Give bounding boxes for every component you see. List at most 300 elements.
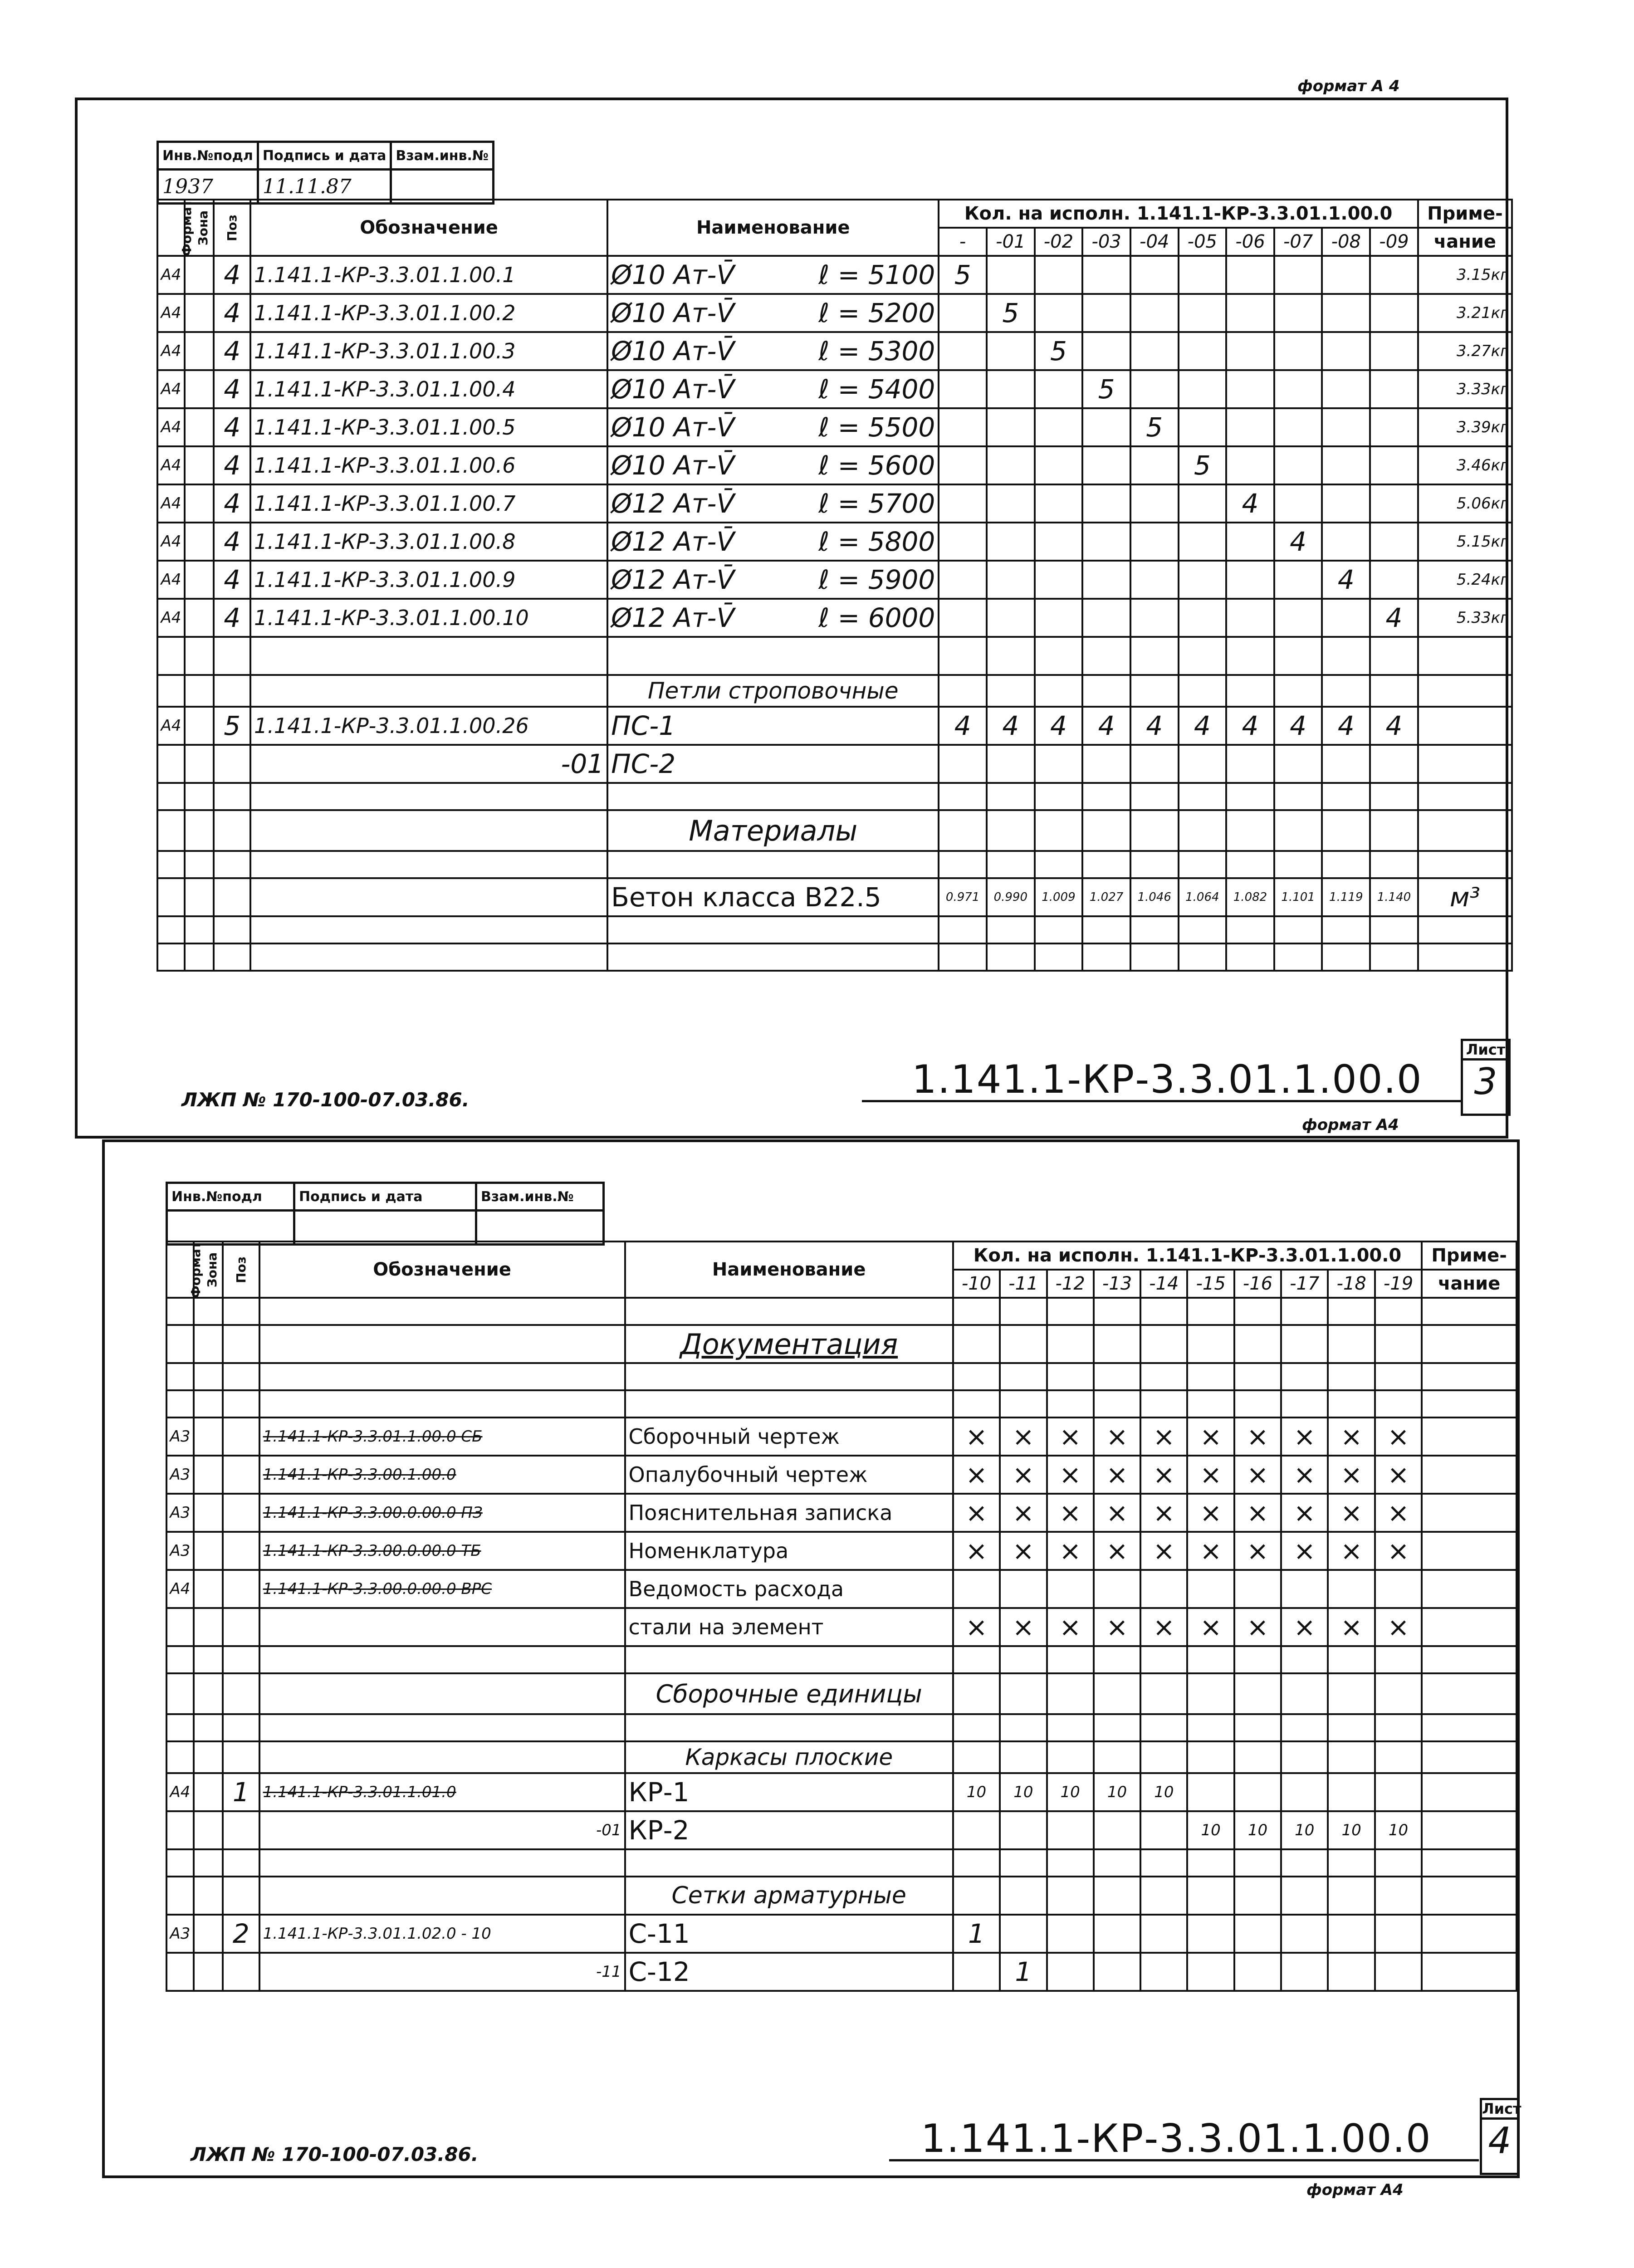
qty-cell: × xyxy=(1094,1456,1140,1494)
table-row xyxy=(166,1915,1517,1953)
qty-cell: × xyxy=(1281,1494,1328,1532)
empty-cell xyxy=(157,675,185,707)
empty-cell xyxy=(1140,1363,1187,1390)
pos-cell: 1 xyxy=(223,1773,259,1811)
qty-cell: 1.064 xyxy=(1179,878,1227,916)
empty-cell xyxy=(987,943,1035,971)
empty-cell xyxy=(166,1811,194,1849)
qty-cell xyxy=(1226,561,1274,599)
qty-cell xyxy=(1047,1915,1094,1953)
qty-cell: × xyxy=(1000,1608,1047,1646)
table-row xyxy=(157,370,1512,408)
qty-cell: 4 xyxy=(1226,707,1274,745)
empty-cell xyxy=(166,1646,194,1673)
name-cell: Пояснительная записка xyxy=(625,1494,953,1532)
table-row xyxy=(157,446,1512,484)
empty-cell xyxy=(223,1953,259,1991)
empty-cell xyxy=(1140,1325,1187,1363)
qty-cell: × xyxy=(1281,1456,1328,1494)
zone-cell xyxy=(194,1494,223,1532)
qty-cell xyxy=(1035,523,1083,561)
zone-cell xyxy=(185,523,214,561)
designation-cell: 1.141.1-КР-3.3.01.1.00.1 xyxy=(250,256,607,294)
qty-cell xyxy=(1370,446,1418,484)
empty-cell xyxy=(1047,1741,1094,1773)
empty-cell xyxy=(1370,745,1418,783)
qty-cell xyxy=(1328,1915,1375,1953)
name-cell xyxy=(607,484,939,523)
empty-cell xyxy=(1281,1363,1328,1390)
empty-cell xyxy=(157,878,185,916)
variant-header: -17 xyxy=(1281,1270,1328,1298)
empty-cell xyxy=(223,1877,259,1915)
empty-cell xyxy=(194,1849,223,1877)
qty-cell xyxy=(1281,1915,1328,1953)
empty-cell xyxy=(1274,783,1322,810)
table-row xyxy=(157,523,1512,561)
empty-cell xyxy=(194,1953,223,1991)
qty-cell xyxy=(1130,523,1179,561)
qty-cell xyxy=(939,484,987,523)
qty-cell: 5 xyxy=(1130,408,1179,446)
empty-cell xyxy=(1281,1673,1328,1714)
qty-cell xyxy=(1082,523,1130,561)
qty-cell: 10 xyxy=(1047,1773,1094,1811)
empty-cell xyxy=(1418,783,1512,810)
table-row xyxy=(157,943,1512,971)
empty-cell xyxy=(1322,916,1370,943)
empty-cell xyxy=(1130,675,1179,707)
empty-cell xyxy=(1035,783,1083,810)
variant-header: -11 xyxy=(1000,1270,1047,1298)
empty-cell xyxy=(1047,1646,1094,1673)
top-sheet-number-box xyxy=(1461,1039,1511,1116)
empty-cell xyxy=(987,851,1035,878)
qty-cell xyxy=(987,256,1035,294)
format-cell: А4 xyxy=(157,561,185,599)
bar-spec: Ø12 Aт-V̄ xyxy=(611,602,735,633)
empty-cell xyxy=(1130,783,1179,810)
empty-cell xyxy=(1082,916,1130,943)
empty-cell xyxy=(1328,1363,1375,1390)
empty-cell xyxy=(1422,1646,1517,1673)
empty-cell xyxy=(607,916,939,943)
empty-cell xyxy=(1226,745,1274,783)
qty-cell: × xyxy=(1047,1456,1094,1494)
pos-cell xyxy=(223,1456,259,1494)
variant-header: -03 xyxy=(1082,228,1130,256)
name-cell: Сборочный чертеж xyxy=(625,1418,953,1456)
bottom-code-rule xyxy=(889,2159,1479,2161)
qty-cell xyxy=(1082,599,1130,637)
qty-cell: × xyxy=(953,1608,1000,1646)
qty-cell: 10 xyxy=(1140,1773,1187,1811)
format-cell: А4 xyxy=(157,707,185,745)
designation-cell: -11 xyxy=(259,1953,625,1991)
section-assy: Сборочные единицы xyxy=(625,1673,953,1714)
qty-cell: × xyxy=(1000,1418,1047,1456)
zone-cell xyxy=(185,408,214,446)
designation-cell: 1.141.1-КР-3.3.01.1.00.8 xyxy=(250,523,607,561)
empty-cell xyxy=(1328,1325,1375,1363)
empty-cell xyxy=(250,675,607,707)
empty-cell xyxy=(157,745,185,783)
empty-cell xyxy=(1281,1849,1328,1877)
empty-cell xyxy=(214,675,250,707)
empty-cell xyxy=(259,1673,625,1714)
empty-cell xyxy=(1328,1849,1375,1877)
table-row xyxy=(166,1363,1517,1390)
table-row xyxy=(157,878,1512,916)
empty-cell xyxy=(250,943,607,971)
variant-header: -14 xyxy=(1140,1270,1187,1298)
empty-cell xyxy=(250,783,607,810)
empty-cell xyxy=(1375,1363,1422,1390)
empty-cell xyxy=(1187,1877,1234,1915)
qty-cell: × xyxy=(1375,1532,1422,1570)
qty-cell xyxy=(1370,370,1418,408)
qty-cell: × xyxy=(1140,1456,1187,1494)
empty-cell xyxy=(185,851,214,878)
empty-cell xyxy=(259,1741,625,1773)
designation-cell: 1.141.1-КР-3.3.01.1.00.7 xyxy=(250,484,607,523)
zone-cell xyxy=(185,446,214,484)
empty-cell xyxy=(214,878,250,916)
name-cell xyxy=(607,294,939,332)
bottom-sheet-label: Лист xyxy=(1482,2100,1517,2120)
empty-cell xyxy=(939,783,987,810)
qty-cell xyxy=(1035,561,1083,599)
table-row xyxy=(166,1673,1517,1714)
bar-length: ℓ = 5100 xyxy=(818,259,935,290)
empty-cell xyxy=(1187,1849,1234,1877)
empty-cell xyxy=(1000,1849,1047,1877)
empty-cell xyxy=(1179,745,1227,783)
empty-cell xyxy=(987,916,1035,943)
qty-cell: × xyxy=(953,1532,1000,1570)
empty-cell xyxy=(250,916,607,943)
qty-cell: × xyxy=(1375,1608,1422,1646)
empty-cell xyxy=(194,1646,223,1673)
empty-cell xyxy=(1234,1877,1281,1915)
empty-cell xyxy=(1094,1325,1140,1363)
empty-cell xyxy=(214,810,250,851)
variant-header: -05 xyxy=(1179,228,1227,256)
empty-cell xyxy=(1281,1325,1328,1363)
note-cell xyxy=(1422,1773,1517,1811)
empty-cell xyxy=(953,1646,1000,1673)
empty-cell xyxy=(1422,1298,1517,1325)
empty-cell xyxy=(223,1608,259,1646)
note-cell xyxy=(1422,1532,1517,1570)
empty-cell xyxy=(1082,851,1130,878)
empty-cell xyxy=(1370,783,1418,810)
zone-cell xyxy=(185,484,214,523)
designation-cell: 1.141.1-КР-3.3.01.1.00.0 СБ xyxy=(259,1418,625,1456)
qty-cell xyxy=(1234,1953,1281,1991)
empty-cell xyxy=(166,1673,194,1714)
empty-cell xyxy=(1322,783,1370,810)
designation-cell: 1.141.1-КР-3.3.01.1.00.9 xyxy=(250,561,607,599)
empty-cell xyxy=(1422,1363,1517,1390)
qty-cell: × xyxy=(1094,1418,1140,1456)
empty-cell xyxy=(1422,1877,1517,1915)
qty-cell: × xyxy=(1140,1494,1187,1532)
empty-cell xyxy=(1375,1877,1422,1915)
empty-cell xyxy=(166,1298,194,1325)
empty-cell xyxy=(1328,1673,1375,1714)
qty-cell xyxy=(939,523,987,561)
empty-cell xyxy=(1035,675,1083,707)
qty-cell: × xyxy=(1187,1608,1234,1646)
empty-cell xyxy=(1035,943,1083,971)
qty-cell xyxy=(1370,484,1418,523)
empty-cell xyxy=(953,1741,1000,1773)
empty-cell xyxy=(1281,1390,1328,1418)
designation-cell: 1.141.1-КР-3.3.00.0.00.0 ПЗ xyxy=(259,1494,625,1532)
empty-cell xyxy=(1375,1849,1422,1877)
empty-cell xyxy=(1375,1741,1422,1773)
name-cell: КР-2 xyxy=(625,1811,953,1849)
table-row xyxy=(166,1298,1517,1325)
qty-cell xyxy=(1179,294,1227,332)
empty-cell xyxy=(1328,1741,1375,1773)
qty-cell: × xyxy=(1328,1608,1375,1646)
note-cell xyxy=(1422,1953,1517,1991)
empty-cell xyxy=(1274,943,1322,971)
section-meshes: Сетки арматурные xyxy=(625,1877,953,1915)
qty-cell xyxy=(1179,332,1227,370)
format-cell: А4 xyxy=(157,484,185,523)
empty-cell xyxy=(1281,1298,1328,1325)
empty-cell xyxy=(1234,1849,1281,1877)
empty-cell xyxy=(1047,1298,1094,1325)
concrete-name: Бетон класса В22.5 xyxy=(607,878,939,916)
empty-cell xyxy=(1187,1646,1234,1673)
empty-cell xyxy=(1418,745,1512,783)
empty-cell xyxy=(987,745,1035,783)
empty-cell xyxy=(953,1390,1000,1418)
qty-cell: 4 xyxy=(1130,707,1179,745)
empty-cell xyxy=(1047,1390,1094,1418)
qty-cell: × xyxy=(1375,1456,1422,1494)
empty-cell xyxy=(223,1298,259,1325)
qty-cell xyxy=(1226,332,1274,370)
empty-cell xyxy=(1140,1673,1187,1714)
bar-spec: Ø12 Aт-V̄ xyxy=(611,488,735,519)
top-stamp-inv-header: Инв.№подл xyxy=(158,142,258,170)
empty-cell xyxy=(1370,637,1418,675)
qty-cell: 4 xyxy=(1274,523,1322,561)
qty-cell xyxy=(1375,1773,1422,1811)
qty-cell: 4 xyxy=(939,707,987,745)
qty-cell: × xyxy=(1328,1456,1375,1494)
qty-cell: 5 xyxy=(1082,370,1130,408)
empty-cell xyxy=(1375,1714,1422,1741)
qty-cell xyxy=(939,599,987,637)
empty-cell xyxy=(1035,745,1083,783)
qty-cell xyxy=(1082,446,1130,484)
qty-cell xyxy=(1375,1915,1422,1953)
qty-cell xyxy=(939,408,987,446)
name-cell xyxy=(607,408,939,446)
empty-cell xyxy=(1375,1390,1422,1418)
designation-cell: 1.141.1-КР-3.3.01.1.00.2 xyxy=(250,294,607,332)
table-row xyxy=(166,1877,1517,1915)
qty-cell xyxy=(1179,561,1227,599)
qty-cell xyxy=(1226,599,1274,637)
top-stamp-inv-value: 1937 xyxy=(158,170,258,204)
empty-cell xyxy=(1418,637,1512,675)
note-cell: 5.15кг xyxy=(1418,523,1512,561)
empty-cell xyxy=(1130,943,1179,971)
empty-cell xyxy=(1418,675,1512,707)
table-row xyxy=(166,1494,1517,1532)
pos-cell: 4 xyxy=(214,561,250,599)
format-cell: А4 xyxy=(157,370,185,408)
empty-cell xyxy=(939,675,987,707)
empty-cell xyxy=(1226,851,1274,878)
empty-cell xyxy=(1375,1298,1422,1325)
qty-cell xyxy=(1322,446,1370,484)
table-row xyxy=(157,408,1512,446)
empty-cell xyxy=(223,1714,259,1741)
table-row xyxy=(157,707,1512,745)
qty-cell: 4 xyxy=(1226,484,1274,523)
zone-cell xyxy=(185,256,214,294)
top-col-format: Формат xyxy=(157,200,185,256)
qty-cell: × xyxy=(1281,1532,1328,1570)
qty-cell xyxy=(1187,1570,1234,1608)
empty-cell xyxy=(1281,1714,1328,1741)
empty-cell xyxy=(1422,1673,1517,1714)
empty-cell xyxy=(625,1298,953,1325)
qty-cell: × xyxy=(1328,1494,1375,1532)
empty-cell xyxy=(1281,1646,1328,1673)
bottom-footer-format: формат А4 xyxy=(1306,2181,1404,2199)
name-cell: Опалубочный чертеж xyxy=(625,1456,953,1494)
empty-cell xyxy=(1234,1673,1281,1714)
empty-cell xyxy=(1000,1741,1047,1773)
note-cell xyxy=(1422,1494,1517,1532)
qty-cell: × xyxy=(1234,1608,1281,1646)
empty-cell xyxy=(1140,1646,1187,1673)
top-doc-code: 1.141.1-КР-3.3.01.1.00.0 xyxy=(912,1057,1423,1102)
qty-cell xyxy=(1082,561,1130,599)
empty-cell xyxy=(1130,916,1179,943)
empty-cell xyxy=(194,1877,223,1915)
zone-cell xyxy=(185,561,214,599)
empty-cell xyxy=(1274,745,1322,783)
empty-cell xyxy=(1274,810,1322,851)
bottom-col-pos: Поз xyxy=(223,1242,259,1298)
qty-cell xyxy=(939,446,987,484)
empty-cell xyxy=(194,1390,223,1418)
qty-cell: × xyxy=(1187,1418,1234,1456)
qty-cell: 4 xyxy=(1322,707,1370,745)
empty-cell xyxy=(1094,1714,1140,1741)
qty-cell xyxy=(1035,599,1083,637)
format-cell: А4 xyxy=(157,446,185,484)
empty-cell xyxy=(194,1673,223,1714)
empty-cell xyxy=(185,783,214,810)
pos-cell: 4 xyxy=(214,332,250,370)
qty-cell: × xyxy=(1234,1456,1281,1494)
table-row xyxy=(157,332,1512,370)
empty-cell xyxy=(939,851,987,878)
format-cell: А4 xyxy=(157,599,185,637)
variant-header: -15 xyxy=(1187,1270,1234,1298)
pos-cell: 4 xyxy=(214,370,250,408)
bottom-col-note1: Приме- xyxy=(1422,1242,1517,1270)
empty-cell xyxy=(194,1811,223,1849)
qty-cell xyxy=(1226,446,1274,484)
empty-cell xyxy=(214,745,250,783)
name-cell xyxy=(607,256,939,294)
qty-cell: × xyxy=(1187,1494,1234,1532)
empty-cell xyxy=(1187,1390,1234,1418)
empty-cell xyxy=(1130,851,1179,878)
empty-cell xyxy=(1226,675,1274,707)
variant-header: -02 xyxy=(1035,228,1083,256)
empty-cell xyxy=(1234,1390,1281,1418)
empty-cell xyxy=(1140,1877,1187,1915)
note-cell: 3.27кг xyxy=(1418,332,1512,370)
variant-header: -16 xyxy=(1234,1270,1281,1298)
format-cell: А4 xyxy=(157,294,185,332)
variant-header: -01 xyxy=(987,228,1035,256)
empty-cell xyxy=(1047,1363,1094,1390)
empty-cell xyxy=(1328,1390,1375,1418)
qty-cell: 4 xyxy=(1370,599,1418,637)
empty-cell xyxy=(939,637,987,675)
qty-cell: × xyxy=(1187,1532,1234,1570)
empty-cell xyxy=(1418,851,1512,878)
empty-cell xyxy=(1187,1363,1234,1390)
qty-cell xyxy=(1130,256,1179,294)
empty-cell xyxy=(185,878,214,916)
empty-cell xyxy=(1000,1877,1047,1915)
qty-cell xyxy=(1140,1570,1187,1608)
empty-cell xyxy=(1370,943,1418,971)
qty-cell xyxy=(1094,1811,1140,1849)
qty-cell: 1.027 xyxy=(1082,878,1130,916)
section-materials: Материалы xyxy=(607,810,939,851)
qty-cell: × xyxy=(1375,1494,1422,1532)
empty-cell xyxy=(1281,1741,1328,1773)
designation-cell: 1.141.1-КР-3.3.01.1.00.4 xyxy=(250,370,607,408)
bar-spec: Ø10 Aт-V̄ xyxy=(611,450,735,481)
empty-cell xyxy=(625,1390,953,1418)
name-cell xyxy=(607,446,939,484)
qty-cell xyxy=(1179,484,1227,523)
note-cell xyxy=(1418,707,1512,745)
table-row xyxy=(157,810,1512,851)
empty-cell xyxy=(1035,637,1083,675)
empty-cell xyxy=(259,1714,625,1741)
empty-cell xyxy=(1187,1714,1234,1741)
empty-cell xyxy=(939,943,987,971)
bottom-doc-code: 1.141.1-КР-3.3.01.1.00.0 xyxy=(921,2116,1432,2161)
qty-cell: × xyxy=(1187,1456,1234,1494)
empty-cell xyxy=(259,1877,625,1915)
empty-cell xyxy=(1000,1714,1047,1741)
qty-cell: 10 xyxy=(1000,1773,1047,1811)
empty-cell xyxy=(1234,1714,1281,1741)
qty-cell xyxy=(1035,256,1083,294)
empty-cell xyxy=(1234,1325,1281,1363)
qty-cell: × xyxy=(1234,1494,1281,1532)
